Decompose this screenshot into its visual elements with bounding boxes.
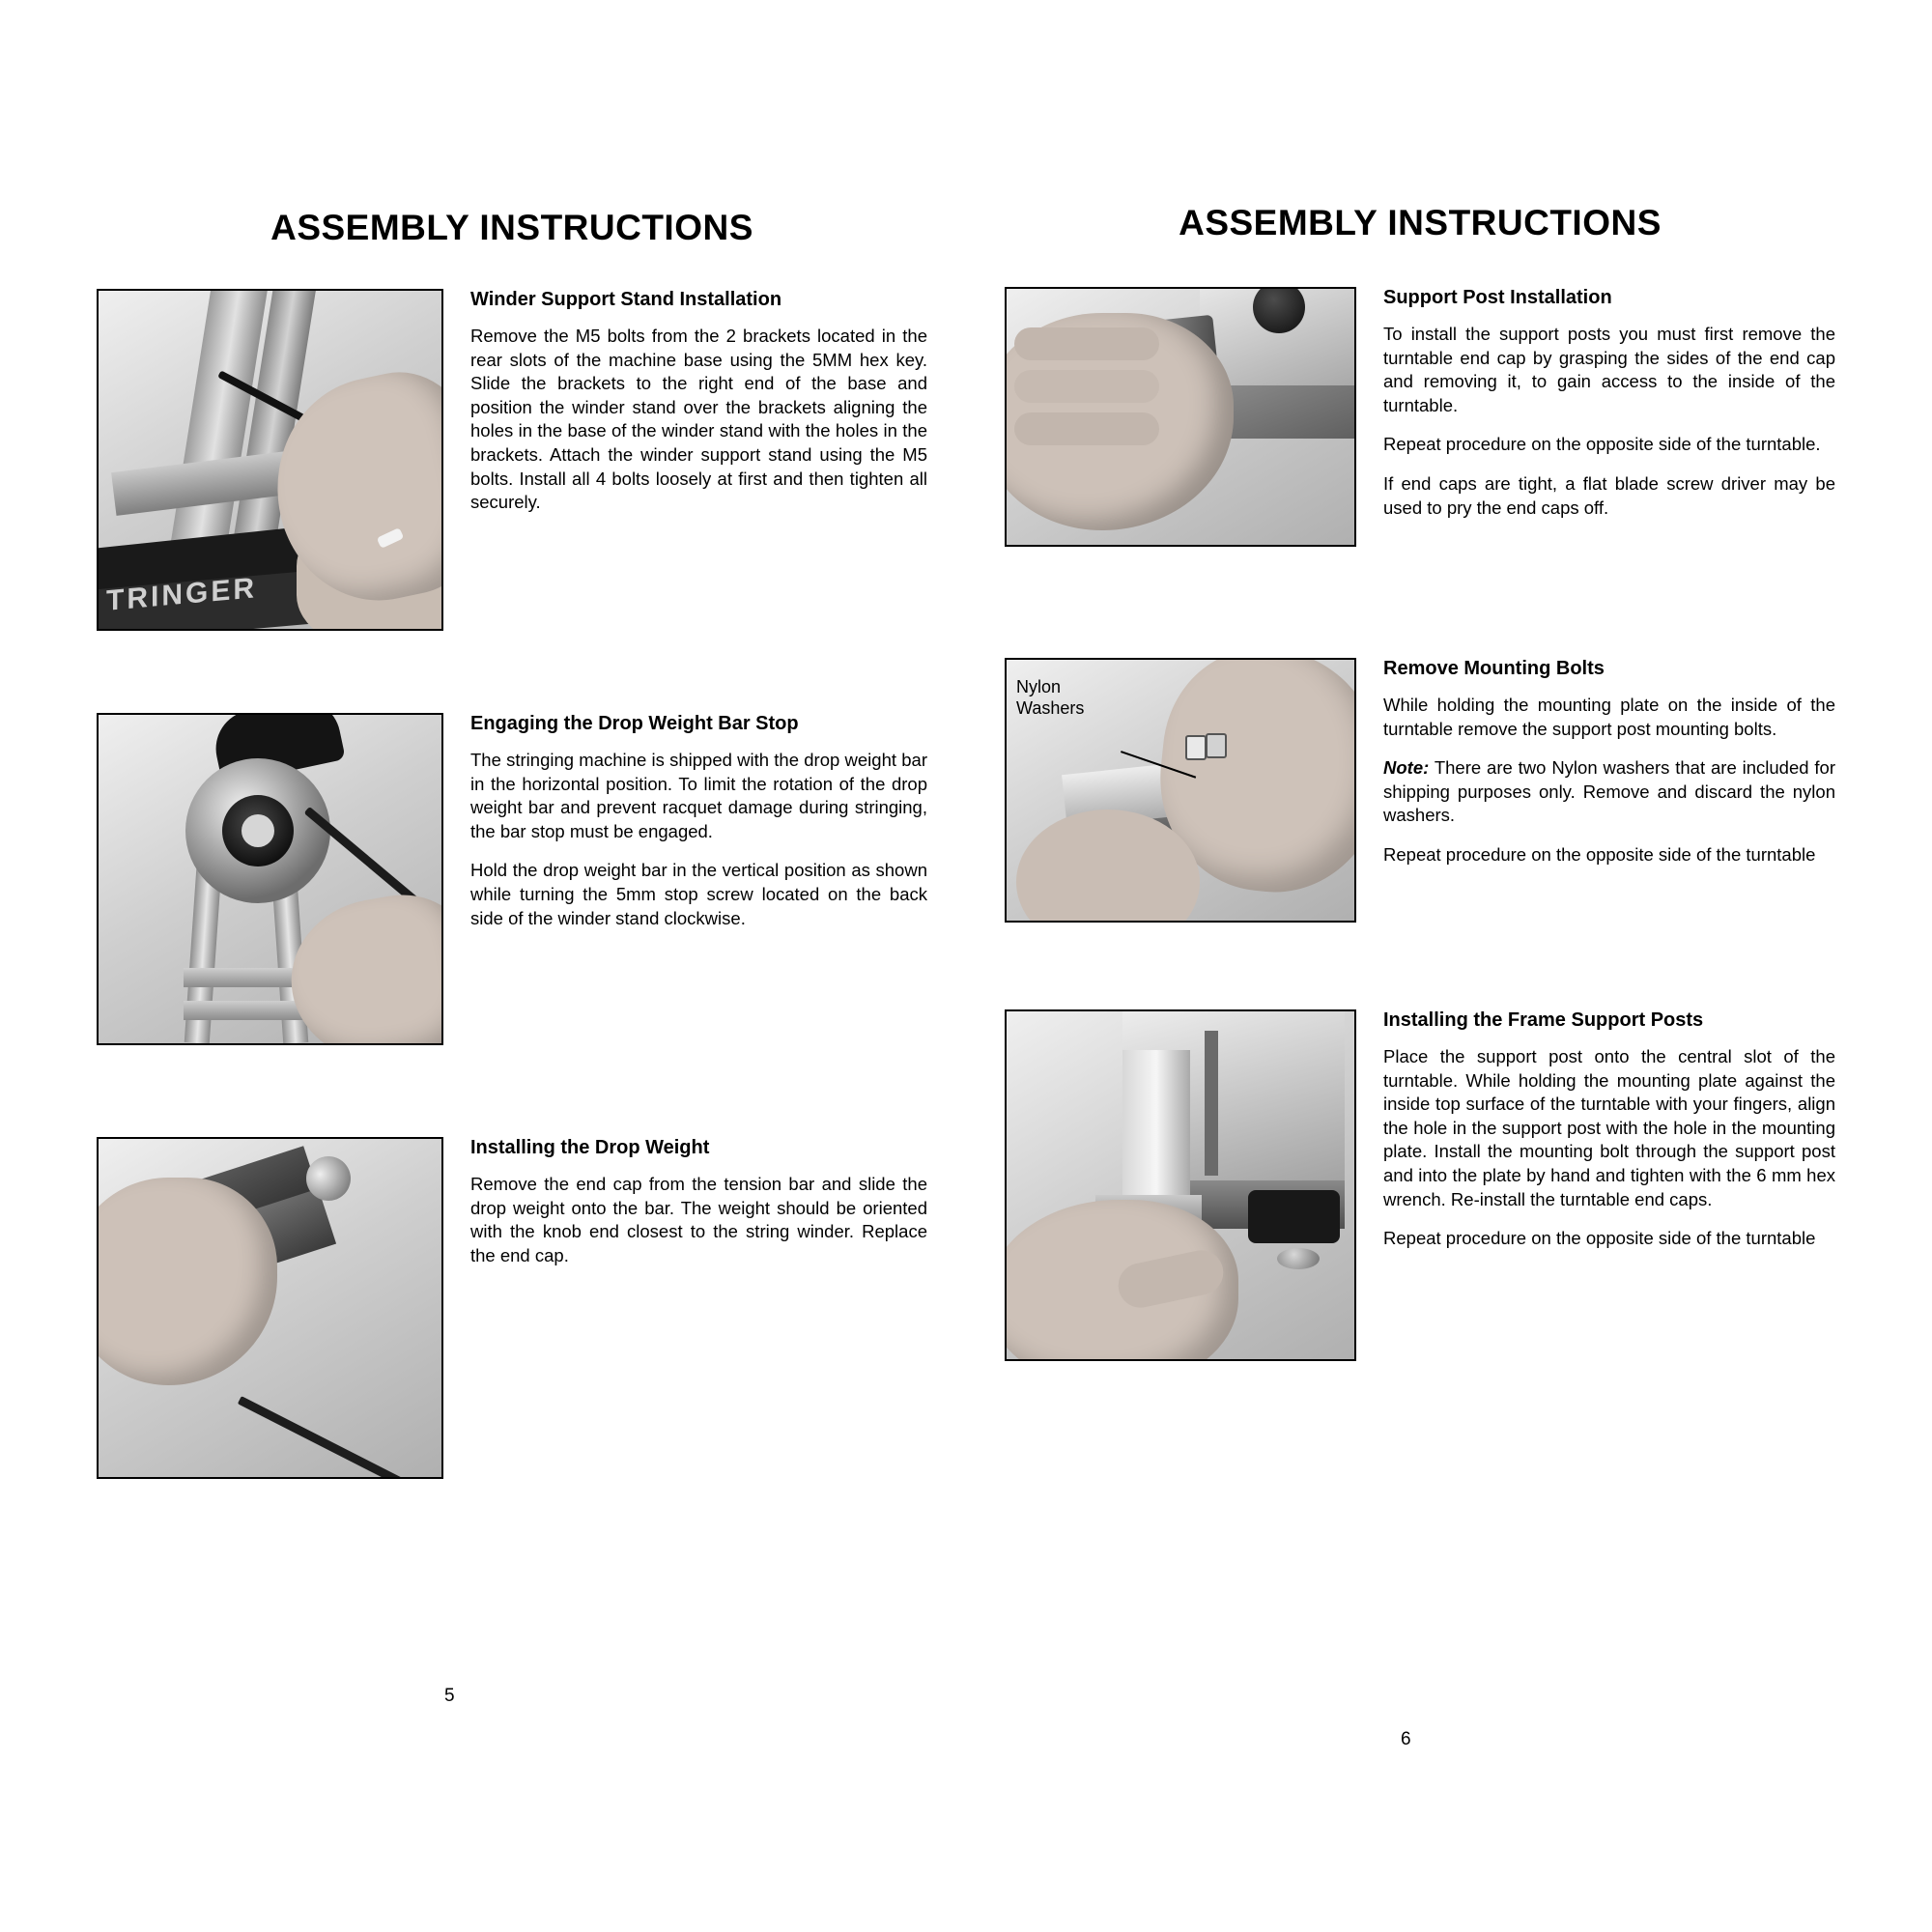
callout-line-2: Washers: [1016, 697, 1085, 718]
note-label: Note:: [1383, 757, 1430, 779]
text-installing-frame-support-posts: [1356, 1009, 1835, 1251]
section-paragraph: Repeat procedure on the opposite side of the turntable: [1383, 1228, 1816, 1249]
section-paragraph: If end caps are tight, a flat blade screw driver may be used to pry the end caps off.: [1383, 472, 1835, 518]
text-support-post-installation: [1356, 287, 1835, 520]
section-winder-support-stand: [97, 289, 927, 631]
photo-installing-drop-weight: [97, 1137, 443, 1479]
section-heading: Installing the Frame Support Posts: [1383, 1009, 1704, 1031]
section-note: [1383, 756, 1835, 828]
section-drop-weight-bar-stop: [97, 713, 927, 1045]
section-installing-drop-weight: [97, 1137, 927, 1479]
section-paragraph: Repeat procedure on the opposite side of the turntable.: [1383, 434, 1821, 455]
page-title-right: ASSEMBLY INSTRUCTIONS: [1179, 203, 1662, 242]
callout-nylon-washers: [1016, 677, 1084, 719]
page-right: [966, 0, 1932, 1932]
section-heading: Winder Support Stand Installation: [470, 289, 782, 310]
section-support-post-installation: [1005, 287, 1835, 547]
photo-remove-mounting-bolts: [1005, 658, 1356, 923]
section-installing-frame-support-posts: [1005, 1009, 1835, 1361]
note-text: There are two Nylon washers that are included for shipping purposes only. Remove and discard the nylon washers.: [1383, 757, 1835, 826]
page-number-right: 6: [1401, 1729, 1411, 1749]
photo-installing-frame-support-posts: [1005, 1009, 1356, 1361]
section-paragraph: Place the support post onto the central slot of the turntable. While holding the mounting plate against the inside top surface of the turntable with your fingers, align the hole in the support post with the hole in the mounting plate. Install the mounting bolt through the support post and into the plate by hand and tighten with the 6 mm hex wrench. Re-install the turntable end caps.: [1383, 1046, 1835, 1209]
photo-drop-weight-bar-stop: [97, 713, 443, 1045]
section-paragraph: To install the support posts you must first remove the turntable end cap by grasping the sides of the end cap and removing it, to gain access to the inside of the turntable.: [1383, 324, 1835, 415]
section-paragraph: Hold the drop weight bar in the vertical position as shown while turning the 5mm stop screw located on the back side of the winder stand clockwise.: [470, 860, 927, 928]
section-paragraph: The stringing machine is shipped with the drop weight bar in the horizontal position. To limit the rotation of the drop weight bar and prevent racquet damage during stringing, the bar stop must be engaged.: [470, 750, 927, 841]
text-installing-drop-weight: [443, 1137, 927, 1267]
text-remove-mounting-bolts: [1356, 658, 1835, 867]
section-paragraph: Repeat procedure on the opposite side of the turntable: [1383, 843, 1816, 865]
section-paragraph: Remove the M5 bolts from the 2 brackets located in the rear slots of the machine base using the 5MM hex key. Slide the brackets to the right end of the base and position the winder stand over the brackets aligning the holes in the base of the winder stand with the holes in the brackets. Attach the winder support stand using the M5 bolts. Install all 4 bolts loosely at first and then tighten all securely.: [470, 326, 927, 513]
photo-support-post-end-cap: [1005, 287, 1356, 547]
text-winder-support-stand: [443, 289, 927, 515]
section-heading: Engaging the Drop Weight Bar Stop: [470, 713, 799, 734]
section-heading: Support Post Installation: [1383, 287, 1612, 308]
page-number-left: 5: [444, 1686, 455, 1706]
text-drop-weight-bar-stop: [443, 713, 927, 930]
photo-winder-support-stand: TRINGER: [97, 289, 443, 631]
page-title-left: ASSEMBLY INSTRUCTIONS: [270, 208, 753, 247]
callout-line-1: Nylon: [1016, 677, 1062, 696]
section-paragraph: Remove the end cap from the tension bar and slide the drop weight onto the bar. The weight should be oriented with the knob end closest to the string winder. Replace the end cap.: [470, 1174, 927, 1265]
section-heading: Remove Mounting Bolts: [1383, 658, 1605, 679]
section-paragraph: While holding the mounting plate on the inside of the turntable remove the support post mounting bolts.: [1383, 695, 1835, 739]
section-heading: Installing the Drop Weight: [470, 1137, 710, 1158]
section-remove-mounting-bolts: [1005, 658, 1835, 923]
